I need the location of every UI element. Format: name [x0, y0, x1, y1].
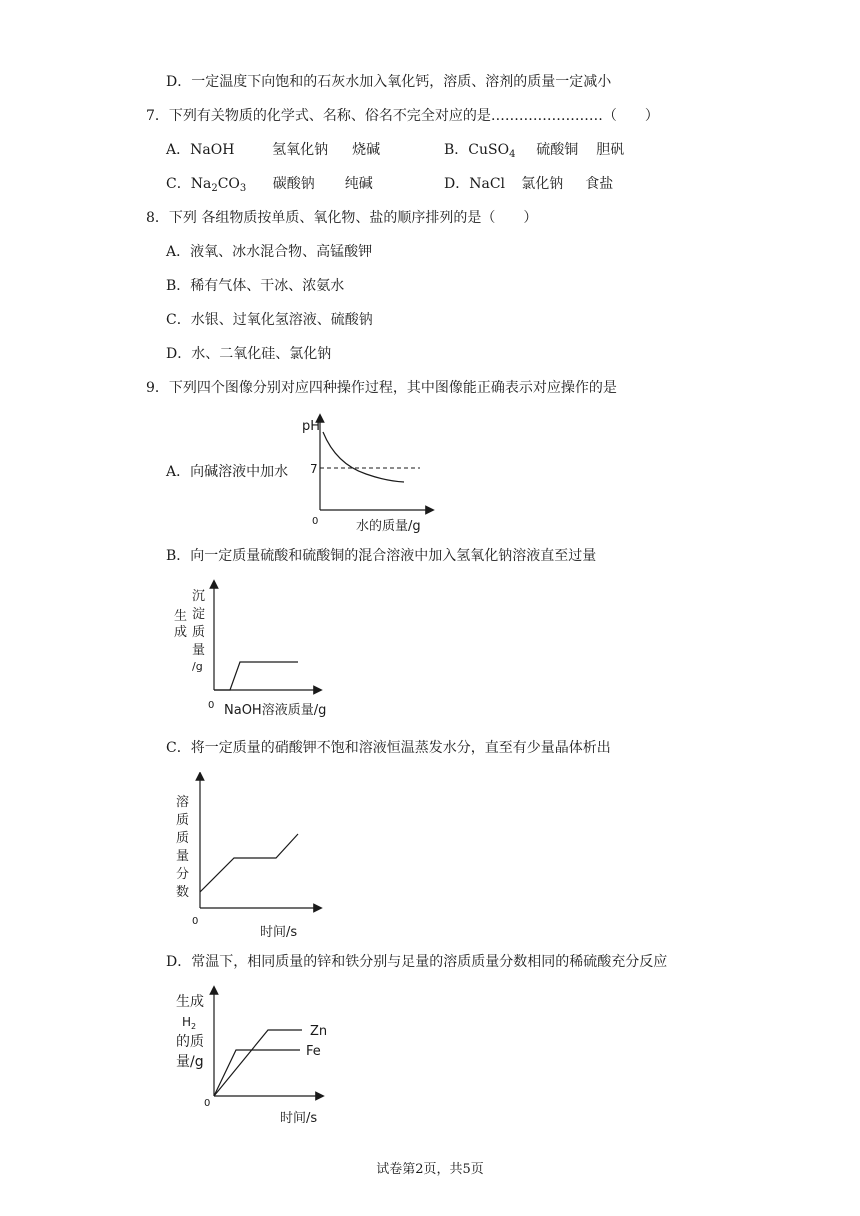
q8-option-a: A．液氧、冰水混合物、高锰酸钾 — [166, 244, 373, 260]
graph-a — [290, 408, 450, 538]
reference-value: 7 — [310, 462, 318, 476]
option-letter: C． — [166, 176, 191, 192]
q7-option-c — [166, 174, 373, 199]
y-axis-label: 量/g — [176, 1054, 204, 1070]
option-letter: B． — [444, 142, 469, 158]
graph-d — [170, 984, 360, 1130]
y-axis-label: pH — [302, 419, 321, 434]
origin-label: 0 — [192, 916, 199, 927]
y-axis-label: 溶 — [176, 795, 190, 810]
q9-option-d: D．常温下，相同质量的锌和铁分别与足量的溶质质量分数相同的稀硫酸充分反应 — [166, 954, 668, 970]
y-axis-label: 质 — [192, 625, 206, 640]
x-axis-label: NaOH溶液质量/g — [224, 703, 327, 718]
y-axis-label: 分 — [176, 867, 190, 882]
y-axis-label: 量 — [176, 849, 190, 864]
q7-stem: 7．下列有关物质的化学式、名称、俗名不完全对应的是……………………（ ） — [146, 108, 659, 124]
y-axis-label: 质 — [176, 831, 190, 846]
q8-stem: 8．下列 各组物质按单质、氧化物、盐的顺序排列的是（ ） — [146, 210, 538, 226]
q9-option-b: B．向一定质量硫酸和硫酸铜的混合溶液中加入氢氧化钠溶液直至过量 — [166, 548, 597, 564]
y-axis-label: 数 — [176, 885, 190, 900]
graph-c — [168, 772, 338, 944]
y-axis-label: $H_2$ — [182, 1015, 197, 1031]
graph-b — [168, 578, 358, 722]
y-axis-label: 生 — [174, 609, 188, 624]
common-name: 烧碱 — [352, 142, 381, 158]
y-axis-label: 质 — [176, 813, 190, 828]
chem-name: 碳酸钠 — [272, 176, 315, 192]
q9-option-a: A．向碱溶液中加水 — [166, 464, 289, 480]
common-name: 纯碱 — [344, 176, 373, 192]
y-axis-label: 成 — [174, 625, 188, 640]
y-axis-label: 淀 — [192, 607, 206, 622]
q9-option-c: C．将一定质量的硝酸钾不饱和溶液恒温蒸发水分，直至有少量晶体析出 — [166, 740, 611, 756]
y-axis-label: 沉 — [192, 589, 206, 604]
fe-line — [214, 1050, 300, 1096]
formula-subscript: 4 — [509, 149, 516, 160]
x-axis-label: 时间/s — [260, 925, 298, 940]
option-letter: A． — [166, 142, 191, 158]
origin-label: 0 — [208, 700, 215, 711]
formula-subscript: 3 — [239, 183, 247, 194]
q7-option-d — [444, 174, 613, 194]
chem-formula: NaCl — [469, 176, 506, 192]
mass-fraction-line — [200, 834, 298, 892]
formula-subscript: 2 — [211, 183, 218, 194]
chem-formula: Na — [190, 176, 212, 192]
series-label-zn: Zn — [310, 1024, 328, 1039]
page-footer: 试卷第2页，共5页 — [376, 1162, 484, 1177]
y-axis-label: 生成 — [176, 994, 204, 1010]
ph-curve — [323, 432, 404, 482]
zn-line — [214, 1030, 302, 1096]
precipitate-line — [214, 662, 298, 690]
q6-option-d: D．一定温度下向饱和的石灰水加入氧化钙，溶质、溶剂的质量一定减小 — [166, 74, 612, 90]
q7-option-a — [166, 140, 380, 160]
series-label-fe: Fe — [306, 1044, 321, 1059]
q8-option-b: B．稀有气体、干冰、浓氨水 — [166, 278, 345, 294]
chem-name: 氢氧化钠 — [272, 142, 329, 158]
y-axis-label: 量 — [192, 643, 206, 658]
y-axis-label: /g — [192, 660, 203, 673]
q9-stem: 9．下列四个图像分别对应四种操作过程，其中图像能正确表示对应操作的是 — [146, 380, 617, 396]
x-axis-label: 时间/s — [280, 1111, 318, 1126]
origin-label: 0 — [204, 1098, 211, 1109]
chem-name: 氯化钠 — [521, 176, 564, 192]
common-name: 食盐 — [585, 176, 614, 192]
q8-option-c: C．水银、过氧化氢溶液、硫酸钠 — [166, 312, 373, 328]
chem-formula: CO — [217, 176, 240, 192]
chem-formula: CuSO — [468, 142, 510, 158]
y-axis-label: 的质 — [176, 1034, 204, 1050]
origin-label: 0 — [312, 516, 319, 527]
q7-option-b — [444, 140, 624, 165]
chem-name: 硫酸铜 — [536, 142, 579, 158]
option-letter: D． — [444, 176, 470, 192]
q8-option-d: D．水、二氧化硅、氯化钠 — [166, 346, 332, 362]
x-axis-label: 水的质量/g — [356, 519, 421, 534]
common-name: 胆矾 — [596, 142, 625, 158]
chem-formula: NaOH — [190, 142, 235, 158]
